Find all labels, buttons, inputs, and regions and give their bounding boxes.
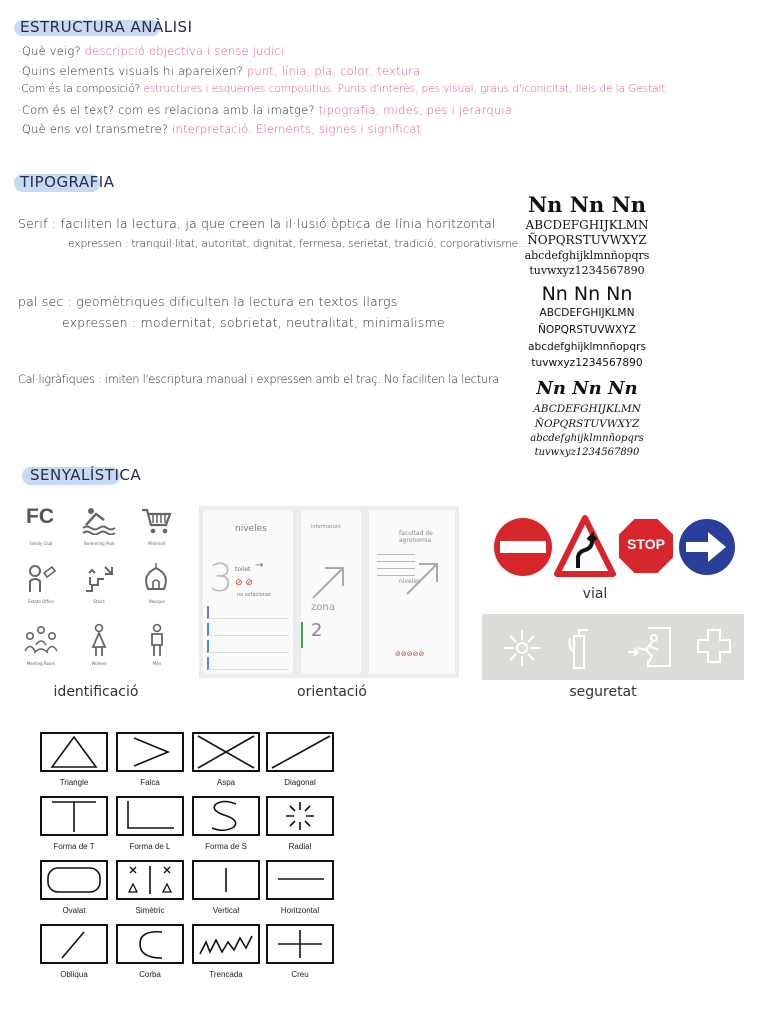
stairs-icon xyxy=(84,563,114,593)
shape-box-radial xyxy=(266,796,334,836)
pictogram-label: Estate Office xyxy=(28,599,54,604)
sans-specimen-line: tuvwxyz1234567890 xyxy=(531,357,643,369)
cross-icon xyxy=(268,926,332,962)
curves-warning-sign-icon xyxy=(554,514,616,578)
shape-label: Triangle xyxy=(59,778,89,787)
panel-sub-label: niveles xyxy=(399,578,421,585)
serif-specimen-line: ÑOPQRSTUVWXYZ xyxy=(527,233,647,247)
diagonal-arrow-icon xyxy=(309,562,349,602)
shape-label: Ovalat xyxy=(62,906,86,915)
shape-box-diagonal xyxy=(266,732,334,772)
wedge-icon xyxy=(118,734,182,770)
family-club-icon: FC xyxy=(26,505,54,528)
sans-specimen-line: ABCDEFGHIJKLMN xyxy=(539,307,635,319)
first-aid-cross-icon xyxy=(696,628,732,664)
analysis-line-5 xyxy=(18,122,421,136)
sans-specimen-line: ÑOPQRSTUVWXYZ xyxy=(537,324,636,336)
section-title-senyalistica: SENYALÍSTICA xyxy=(30,466,142,484)
assembly-point-icon xyxy=(502,628,542,668)
calligraphic-definition: Cal·ligràfiques : imiten l'escriptura manual i expressen amb el traç. No faciliten la lectura xyxy=(18,373,499,386)
panel-toilet-label: toilet xyxy=(235,566,251,573)
panel-accent xyxy=(301,622,303,648)
pictogram-label: Mosque xyxy=(149,599,165,604)
shape-box-curve xyxy=(116,924,184,964)
analysis-question: ·Com és la composició? xyxy=(18,83,141,95)
shape-label: Horitzontal xyxy=(280,906,320,915)
sans-specimen-head: Nn Nn Nn xyxy=(541,283,633,305)
woman-icon xyxy=(90,623,108,657)
sans-specimen-line: abcdefghijklmnñopqrs xyxy=(528,341,646,353)
shape-label: Obliqua xyxy=(60,970,88,979)
analysis-question: ·Què veig? xyxy=(18,44,81,58)
analysis-question: ·Com és el text? com es relaciona amb la imatge? xyxy=(18,103,315,117)
triangle-icon xyxy=(42,734,106,770)
analysis-answer: tipografia, mides, pes i jerarquia xyxy=(318,103,513,117)
swimming-pool-icon xyxy=(82,505,116,535)
shape-label: Forma de T xyxy=(53,842,95,851)
no-entry-sign-icon xyxy=(492,516,554,578)
road-signs xyxy=(490,512,740,582)
analysis-answer: estructures i esquemes compositius. Punts d'interès, pes visual, graus d'iconicitat, lleis de la Gestalt xyxy=(143,83,666,95)
l-shape-icon xyxy=(118,798,182,834)
emergency-exit-icon xyxy=(626,626,672,668)
pictogram-label: Meeting Room xyxy=(26,661,56,666)
shape-box-cross xyxy=(266,924,334,964)
pictogram-label: Women xyxy=(91,661,107,666)
shape-label: Trencada xyxy=(209,970,243,979)
shape-label: Simètric xyxy=(135,906,165,915)
script-specimen-line: ABCDEFGHIJKLMN xyxy=(533,403,641,415)
radial-icon xyxy=(268,798,332,834)
script-specimen-head: Nn Nn Nn xyxy=(536,378,638,399)
panel-title: facultad de agronomía xyxy=(399,530,433,544)
panel-title: niveles xyxy=(235,524,267,534)
shape-label: Diagonal xyxy=(284,778,316,787)
section-title-tipografia: TIPOGRAFIA xyxy=(20,173,115,191)
vertical-icon xyxy=(194,862,258,898)
orientation-panels xyxy=(199,506,459,678)
shape-label: Corba xyxy=(139,970,161,979)
palsec-expression: expressen : modernitat, sobrietat, neutralitat, minimalisme xyxy=(62,315,445,330)
panel-level-number: 3 xyxy=(209,556,234,600)
t-shape-icon xyxy=(42,798,106,834)
pictogram-label: Swimming Pool xyxy=(83,541,115,546)
zigzag-icon xyxy=(194,926,258,962)
stop-sign-label: STOP xyxy=(627,536,665,552)
caption-identification: identificació xyxy=(53,684,139,700)
serif-specimen-line: ABCDEFGHIJKLMN xyxy=(525,218,649,232)
script-specimen-line: tuvwxyz1234567890 xyxy=(534,447,640,458)
symmetric-icon xyxy=(118,862,182,898)
orientation-panel-2 xyxy=(301,510,361,674)
serif-specimen-line: tuvwxyz1234567890 xyxy=(529,264,645,277)
shape-box-horizontal xyxy=(266,860,334,900)
pictogram-label: Men xyxy=(152,661,162,666)
diagonal-icon xyxy=(268,734,332,770)
mosque-icon xyxy=(142,561,170,593)
fire-extinguisher-icon xyxy=(566,624,592,670)
caption-road: vial xyxy=(582,586,608,602)
identification-pictograms xyxy=(18,503,188,678)
safety-signs xyxy=(482,614,744,680)
oblique-icon xyxy=(42,926,106,962)
panel-no-parking-label: no estacionar xyxy=(237,592,272,598)
arrow-right-icon: → xyxy=(255,560,264,571)
curve-icon xyxy=(118,926,182,962)
orientation-panel-3 xyxy=(369,510,455,674)
x-icon xyxy=(194,734,258,770)
shape-label: Forma de L xyxy=(129,842,171,851)
panel-title: información xyxy=(311,524,341,530)
diagonal-arrow-icon xyxy=(403,558,443,598)
shape-box-t xyxy=(40,796,108,836)
panel-zone-label: zona xyxy=(311,602,335,613)
no-parking-icon: ⊘ ⊘ xyxy=(235,578,253,588)
shape-label: Aspa xyxy=(216,778,236,787)
arrow-right-sign-icon xyxy=(676,516,738,578)
script-specimen-line: abcdefghijklmnñopqrs xyxy=(530,433,644,444)
shape-box-triangle xyxy=(40,732,108,772)
analysis-line-2 xyxy=(18,64,420,78)
analysis-answer: interpretació. Elements, signes i significat xyxy=(172,122,422,136)
shape-box-x xyxy=(192,732,260,772)
panel-list xyxy=(207,606,289,670)
shape-label: Vertical xyxy=(212,906,240,915)
shape-box-zigzag xyxy=(192,924,260,964)
analysis-question: ·Quins elements visuals hi apareixen? xyxy=(18,64,243,78)
meeting-room-icon xyxy=(24,625,58,655)
pictogram-label: Stairs xyxy=(93,599,105,604)
caption-safety: seguretat xyxy=(569,684,637,700)
cart-icon xyxy=(140,507,172,535)
analysis-answer: punt, línia, pla, color, textura xyxy=(246,64,421,78)
shape-box-symmetric xyxy=(116,860,184,900)
serif-expression: expressen : tranquil·litat, autoritat, dignitat, fermesa, serietat, tradició, corporativisme... xyxy=(68,237,528,250)
no-parking-icon: ⊘⊘⊘⊘⊘ xyxy=(395,650,425,658)
pictogram-label: Minimart xyxy=(148,541,166,546)
shape-box-oblique xyxy=(40,924,108,964)
script-specimen-line: ÑOPQRSTUVWXYZ xyxy=(534,418,640,430)
shape-box-wedge xyxy=(116,732,184,772)
serif-definition: Serif : faciliten la lectura, ja que creen la il·lusió òptica de línia horitzontal xyxy=(18,216,496,231)
man-icon xyxy=(148,623,166,657)
section-title-estructura: ESTRUCTURA ANÀLISI xyxy=(20,18,193,36)
palsec-definition: pal sec : geomètriques dificulten la lectura en textos llargs xyxy=(18,294,398,309)
caption-orientation: orientació xyxy=(297,684,367,700)
analysis-line-4 xyxy=(18,103,512,117)
estate-office-icon xyxy=(26,563,56,593)
oval-icon xyxy=(42,862,106,898)
shape-box-l xyxy=(116,796,184,836)
shape-label: Falca xyxy=(140,778,160,787)
s-shape-icon xyxy=(194,798,258,834)
orientation-panel-1 xyxy=(203,510,293,674)
analysis-line-1 xyxy=(18,44,284,58)
composition-shapes-grid xyxy=(40,732,340,992)
serif-specimen-line: abcdefghijklmnñopqrs xyxy=(524,249,650,262)
analysis-line-3 xyxy=(18,83,665,95)
serif-specimen-head: Nn Nn Nn xyxy=(527,192,646,217)
shape-label: Creu xyxy=(291,970,309,979)
panel-zone-number: 2 xyxy=(311,620,323,641)
shape-box-vertical xyxy=(192,860,260,900)
analysis-question: ·Què ens vol transmetre? xyxy=(18,122,169,136)
horizontal-icon xyxy=(268,862,332,898)
analysis-answer: descripció objectiva i sense judici xyxy=(84,44,285,58)
pictogram-label: Family Club xyxy=(29,541,53,546)
shape-label: Radial xyxy=(288,842,312,851)
shape-box-oval xyxy=(40,860,108,900)
shape-label: Forma de S xyxy=(205,842,247,851)
shape-box-s xyxy=(192,796,260,836)
